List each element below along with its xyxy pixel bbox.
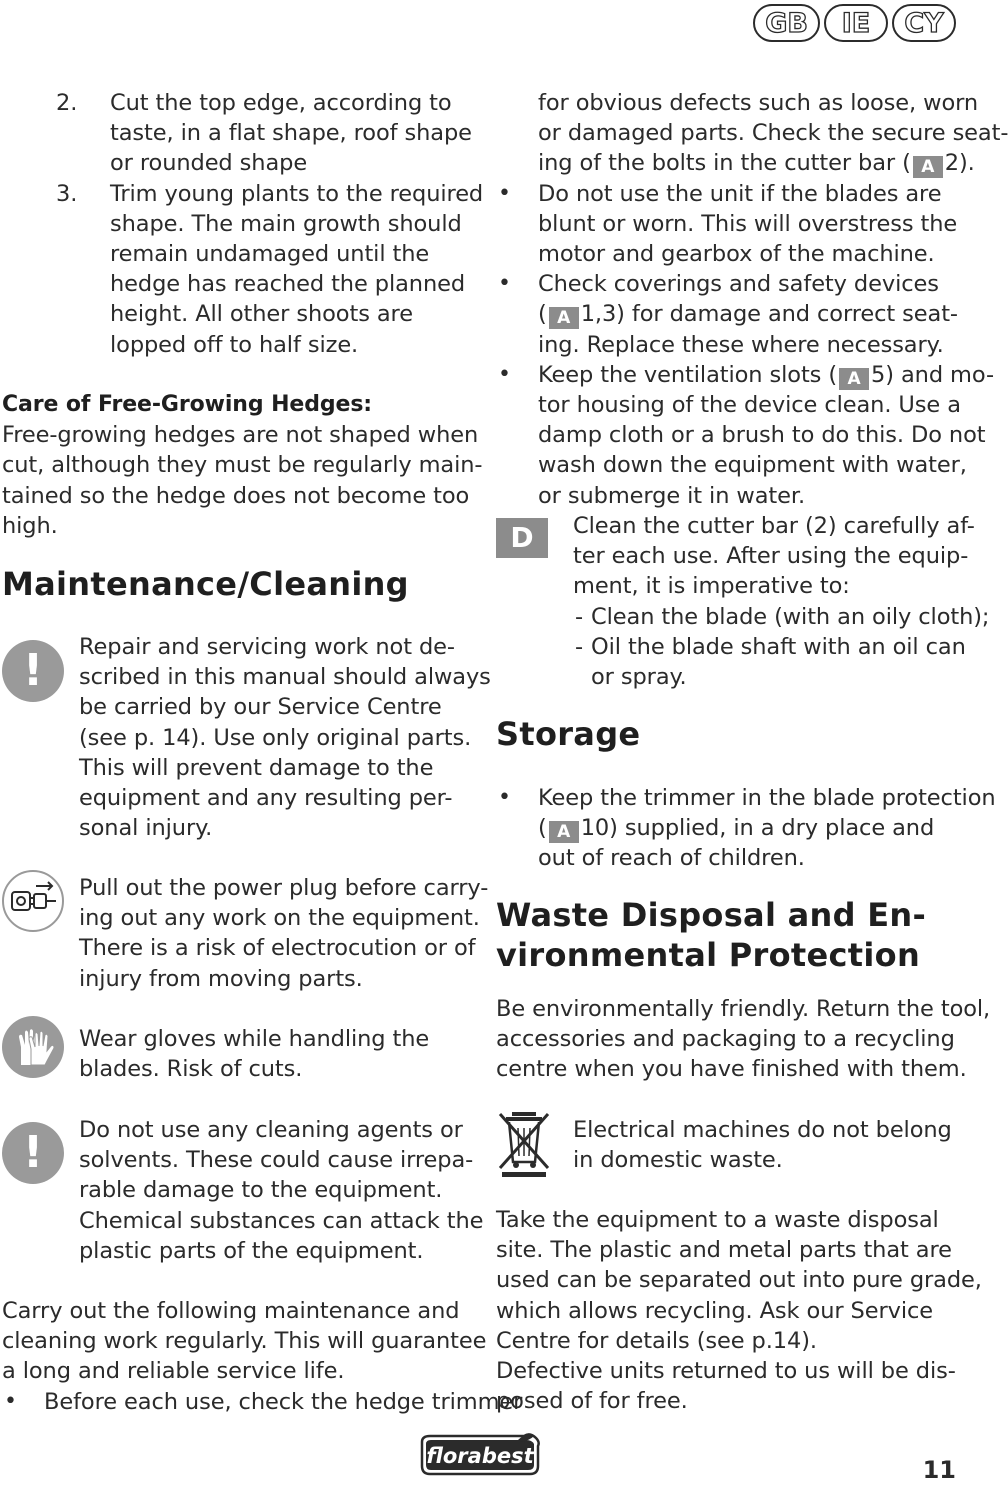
bullet-item [496, 269, 958, 360]
bullet-item [2, 1387, 523, 1417]
care-text: cut, although they must be regularly main- [2, 452, 483, 479]
step-text: Cut the top edge, according to [110, 90, 452, 116]
note-text: blades. Risk of cuts. [79, 1056, 303, 1083]
step-2 [56, 88, 472, 179]
bullet-item [496, 88, 1008, 179]
badge-cy: CY [892, 4, 956, 42]
bullet-text: motor and gearbox of the machine. [538, 241, 935, 268]
bullet-text: Do not use the unit if the blades are [538, 180, 942, 207]
bullet-text: Keep the trimmer in the blade protection [538, 785, 996, 811]
note-text: There is a risk of electrocution or of [79, 935, 476, 962]
care-text: tained so the hedge does not become too [2, 482, 470, 509]
bullet-item [496, 179, 958, 270]
note-text: plastic parts of the equipment. [79, 1237, 424, 1264]
bullet-text: Check coverings and safety devices [538, 271, 939, 298]
bullet-text: blunt or worn. This will overstress the [538, 210, 958, 237]
bullet-dot: • [498, 361, 511, 387]
bullet-text: tor housing of the device clean. Use a [538, 392, 961, 419]
waste-text: Be environmentally friendly. Return the tool, [496, 996, 991, 1022]
note-text: Pull out the power plug before carry- [79, 875, 489, 901]
waste-text: centre when you have finished with them. [496, 1056, 967, 1083]
maintenance-intro [2, 1296, 523, 1417]
note-text: be carried by our Service Centre [79, 694, 442, 721]
waste-text: posed of for free. [496, 1388, 688, 1415]
note-text: Repair and servicing work not de- [79, 634, 455, 660]
waste-text: site. The plastic and metal parts that are [496, 1237, 952, 1264]
waste-text: Centre for details (see p.14). [496, 1327, 817, 1354]
waste-text: accessories and packaging to a recycling [496, 1026, 955, 1053]
badge-ie: IE [824, 4, 888, 42]
step-3 [56, 179, 484, 360]
ref-a-icon: A [549, 307, 579, 329]
warning-icon: ! [2, 1122, 64, 1184]
gloves-icon [2, 1016, 64, 1078]
note-text: equipment and any resulting per- [79, 785, 453, 812]
step-list [56, 88, 484, 360]
step-text: Trim young plants to the required [110, 180, 484, 207]
waste-text: used can be separated out into pure grade, [496, 1267, 982, 1294]
care-heading: Care of Free-Growing Hedges: [2, 392, 373, 417]
bullet-text: or damaged parts. Check the secure seat- [538, 120, 1008, 147]
note-text: solvents. These could cause irrepa- [79, 1147, 474, 1174]
bullet-item [496, 783, 996, 874]
note-text: (see p. 14). Use only original parts. [79, 724, 472, 751]
dash-item [573, 602, 990, 632]
care-text: high. [2, 512, 58, 539]
step-text: or rounded shape [110, 150, 308, 177]
bin-note-text: in domestic waste. [573, 1147, 783, 1174]
bullet-text: out of reach of children. [538, 845, 805, 872]
badge-gb: GB [753, 4, 820, 42]
d-text: ter each use. After using the equip- [573, 543, 969, 570]
step-number: 2. [56, 90, 78, 116]
bullet-text: for obvious defects such as loose, worn [538, 90, 979, 116]
dash-item [573, 632, 966, 692]
ref-a-icon: A [549, 821, 579, 843]
bin-note-text: Electrical machines do not belong [573, 1117, 952, 1143]
bullet-dot: • [498, 180, 511, 206]
note-unplug [79, 873, 489, 994]
waste-heading-line: vironmental Protection [496, 936, 921, 974]
bullet-text: wash down the equipment with water, [538, 452, 967, 479]
bullet-text: Keep the ventilation slots ( A 5) and mo- [538, 361, 994, 389]
bullet-dot: • [4, 1388, 17, 1414]
note-text: Chemical substances can attack the [79, 1207, 484, 1234]
bullet-dot: • [498, 271, 511, 297]
d-text: Clean the cutter bar (2) carefully af- [573, 513, 975, 539]
step-number: 3. [56, 180, 78, 207]
unplug-icon [2, 870, 64, 932]
dash-text: Oil the blade shaft with an oil can [591, 633, 966, 660]
intro-text: a long and reliable service life. [2, 1358, 345, 1385]
waste-text: which allows recycling. Ask our Service [496, 1297, 934, 1324]
ref-a-icon: A [839, 368, 869, 390]
bullet-text: ( A 10) supplied, in a dry place and [538, 815, 935, 843]
maintenance-heading: Maintenance/Cleaning [2, 565, 409, 603]
step-text: shape. The main growth should [110, 210, 462, 237]
svg-text:florabest: florabest [426, 1444, 534, 1468]
crossed-bin-icon [496, 1108, 552, 1178]
note-text: ing out any work on the equipment. [79, 905, 480, 932]
step-text: hedge has reached the planned [110, 271, 466, 298]
note-text: Do not use any cleaning agents or [79, 1117, 463, 1143]
step-text: remain undamaged until the [110, 241, 430, 268]
note-text: Wear gloves while handling the [79, 1026, 430, 1052]
waste-heading [496, 895, 926, 975]
dash-mark: - [575, 603, 584, 630]
care-section [2, 390, 483, 541]
country-badges [753, 4, 956, 42]
bullet-text: damp cloth or a brush to do this. Do not [538, 422, 986, 449]
bullet-text: ing. Replace these where necessary. [538, 331, 944, 358]
note-text: This will prevent damage to the [79, 754, 434, 781]
storage-heading: Storage [496, 715, 641, 753]
warning-icon: ! [2, 640, 64, 702]
waste-para-2 [496, 1205, 982, 1416]
note-repair [79, 632, 491, 843]
ref-d-icon: D [496, 518, 548, 558]
note-gloves [79, 1024, 469, 1084]
ref-a-icon: A [913, 156, 943, 178]
dash-text: Clean the blade (with an oily cloth); [591, 603, 990, 630]
dash-mark: - [575, 633, 584, 660]
d-text: ment, it is imperative to: [573, 573, 850, 600]
dash-text: or spray. [591, 664, 687, 691]
bullet-text: ing of the bolts in the cutter bar ( A 2). [538, 150, 975, 178]
intro-text: cleaning work regularly. This will guarantee [2, 1328, 487, 1355]
waste-para-1 [496, 994, 991, 1085]
bullet-text: Before each use, check the hedge trimmer [44, 1388, 523, 1415]
storage-text [496, 783, 996, 874]
florabest-logo [418, 1432, 544, 1478]
step-text: taste, in a flat shape, roof shape [110, 120, 472, 147]
care-text: Free-growing hedges are not shaped when [2, 422, 479, 449]
bullet-text: ( A 1,3) for damage and correct seat- [538, 301, 958, 329]
note-text: injury from moving parts. [79, 965, 363, 992]
bullet-item [496, 360, 994, 511]
intro-text: Carry out the following maintenance and [2, 1298, 460, 1324]
bullet-text: or submerge it in water. [538, 482, 806, 509]
waste-text: Take the equipment to a waste disposal [496, 1207, 939, 1233]
step-text: lopped off to half size. [110, 331, 359, 358]
step-text: height. All other shoots are [110, 301, 413, 328]
note-text: scribed in this manual should always [79, 664, 491, 691]
note-text: rable damage to the equipment. [79, 1177, 443, 1204]
bin-note [573, 1115, 959, 1175]
bullet-dot: • [498, 785, 511, 810]
note-cleaning-agents [79, 1115, 484, 1266]
right-bullets [496, 88, 1008, 511]
page-number: 11 [922, 1456, 956, 1484]
waste-heading-line: Waste Disposal and En- [496, 896, 927, 934]
waste-text: Defective units returned to us will be dis- [496, 1358, 956, 1385]
d-cleaning-text [573, 511, 990, 692]
note-text: sonal injury. [79, 815, 213, 842]
